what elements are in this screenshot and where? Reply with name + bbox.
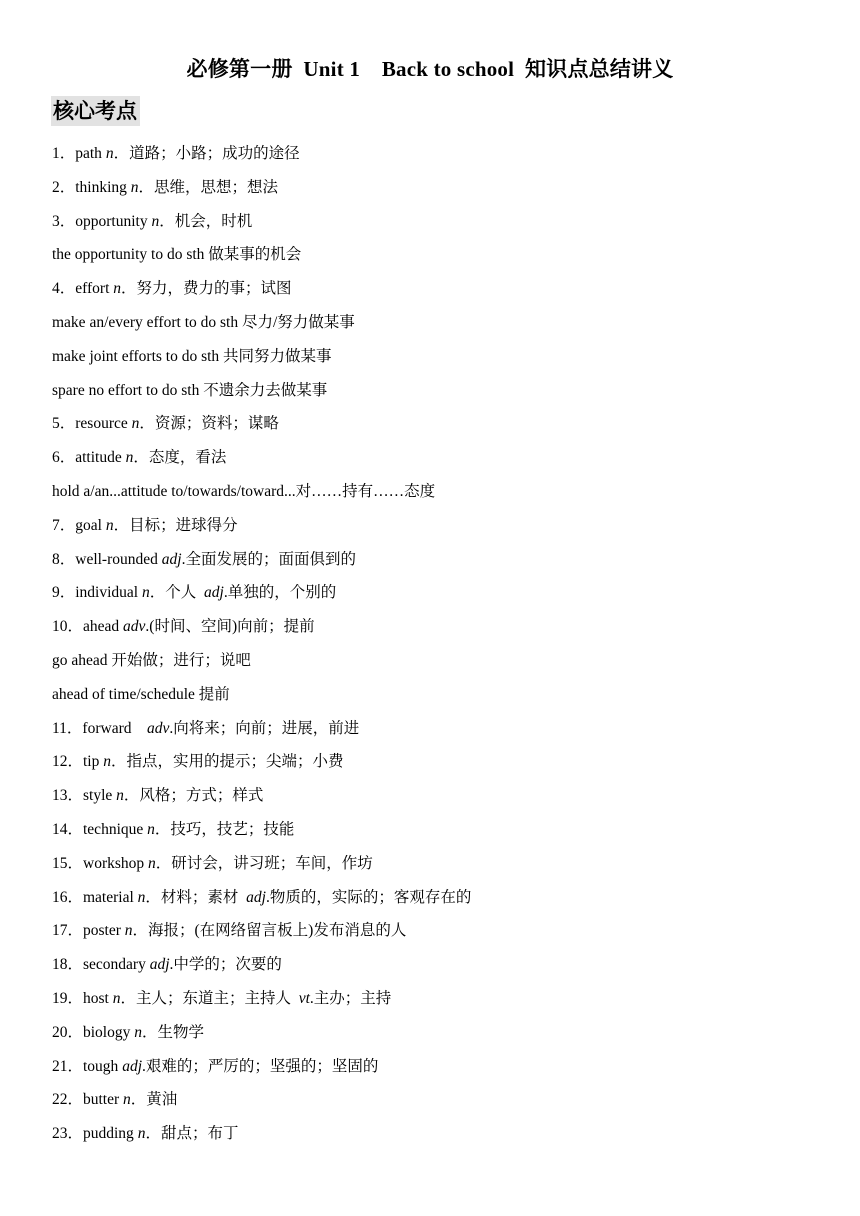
part-of-speech: adj [122,1057,142,1075]
entry-text: make an/every effort to do sth 尽力/努力做某事 [52,313,355,331]
entry-text: 7．goal [52,516,106,534]
part-of-speech: n [148,854,156,872]
entry-text: ．目标；进球得分 [113,516,238,534]
vocab-entry [52,881,832,915]
entry-text: .向将来；向前；进展，前进 [169,719,360,737]
entry-text: 22．butter [52,1091,124,1109]
entry-text: ．道路；小路；成功的途径 [113,145,300,162]
vocab-entry [52,610,832,644]
entry-text: 21．tough [52,1057,123,1075]
vocab-entry [52,982,832,1016]
entry-text: .物质的，实际的；客观存在的 [265,888,472,906]
entry-text: 20．biology [52,1023,135,1041]
part-of-speech: n [147,820,155,838]
vocab-entry [52,407,832,441]
entry-text: 3．opportunity [52,212,152,230]
entry-text: 8．well-rounded [52,550,162,568]
part-of-speech: n [137,888,146,906]
vocab-entry [52,576,832,610]
vocab-entry [52,238,832,272]
part-of-speech: n [137,1125,146,1143]
part-of-speech: n [124,922,133,940]
entry-text: 1．path [52,145,106,162]
entry-text: go ahead 开始做；进行；说吧 [52,651,251,669]
entry-text: 10．ahead [52,618,124,636]
entry-text: ．态度，看法 [133,449,227,467]
vocab-entry [52,306,832,340]
vocab-entry [52,509,832,543]
entry-text: 9．individual [52,584,142,602]
vocab-entry [52,1083,832,1117]
part-of-speech: n [116,787,124,805]
entry-text: 2．thinking [52,178,131,196]
entry-text: ．海报；(在网络留言板上)发布消息的人 [132,922,407,940]
document-title: 必修第一册 Unit 1 Back to school 知识点总结讲义 [186,57,674,81]
part-of-speech: adj [204,584,224,602]
section-heading: 核心考点 [51,96,140,126]
vocab-entry [52,171,832,205]
vocab-entry [52,1016,832,1050]
vocab-entry [52,543,832,577]
vocab-entry [52,374,832,408]
entry-text: ．研讨会，讲习班；车间，作坊 [155,854,373,872]
part-of-speech: n [141,584,150,602]
entry-text: ．技巧，技艺；技能 [154,820,295,838]
entry-text: 6．attitude [52,449,126,467]
entry-text: ．甜点；布丁 [145,1125,239,1143]
part-of-speech: n [105,145,114,162]
entry-text: 15．workshop [52,854,149,872]
entry-text: .单独的，个别的 [223,584,337,602]
part-of-speech: vt [298,989,310,1007]
part-of-speech: adv [123,618,146,636]
entry-text: 19．host [52,989,113,1007]
entry-text: hold a/an...attitude to/towards/toward...对……持有……态度 [52,482,436,500]
entry-text: .中学的；次要的 [169,956,282,974]
entry-text: .艰难的；严厉的；坚强的；坚固的 [142,1057,379,1075]
entry-text: .主办；主持 [309,989,392,1007]
part-of-speech: n [134,1023,142,1041]
vocab-entry [52,847,832,881]
vocab-entry [52,272,832,306]
entry-text: 12．tip [52,753,104,771]
entry-text: ．思维，思想；想法 [138,178,279,196]
part-of-speech: adj [161,550,182,568]
entry-text: spare no effort to do sth 不遗余力去做某事 [52,381,328,399]
part-of-speech: n [130,178,139,196]
part-of-speech: n [105,516,114,534]
entry-text: 23．pudding [52,1125,138,1143]
entry-text: 5．resource [52,415,132,433]
part-of-speech: n [112,989,121,1007]
entry-text: ．材料；素材 [145,888,247,906]
entry-text: ．主人；东道主；主持人 [120,989,299,1007]
entry-text: ．个人 [149,584,204,602]
entry-text: 11．forward [52,719,147,737]
vocab-entry [52,205,832,239]
entry-text: ．指点，实用的提示；尖端；小费 [111,753,344,771]
vocab-entry [52,745,832,779]
vocab-entry [52,712,832,746]
entry-text: .(时间、空间)向前；提前 [145,618,315,636]
entry-text: ahead of time/schedule 提前 [52,685,230,703]
vocab-entry [52,779,832,813]
part-of-speech: n [113,280,122,298]
entry-text: make joint efforts to do sth 共同努力做某事 [52,347,332,365]
vocab-entry [52,475,832,509]
entry-text: 14．technique [52,820,148,838]
entry-text: 4．effort [52,280,114,298]
vocab-entry [52,813,832,847]
part-of-speech: n [125,449,134,467]
vocab-entry [52,948,832,982]
vocab-entry [52,137,832,171]
entry-text: 16．material [52,888,138,906]
part-of-speech: n [123,1091,131,1109]
entry-text: .全面发展的；面面俱到的 [181,550,356,568]
entry-text: ．资源；资料；谋略 [139,415,279,433]
entry-text: ．生物学 [142,1023,205,1041]
vocabulary-list [52,137,832,1151]
vocab-entry [52,644,832,678]
vocab-entry [52,678,832,712]
entry-text: the opportunity to do sth 做某事的机会 [52,246,302,264]
entry-text: ．努力，费力的事；试图 [121,280,292,298]
part-of-speech: n [131,415,140,433]
entry-text: 13．style [52,787,117,805]
part-of-speech: adj [149,956,170,974]
vocab-entry [52,1050,832,1084]
entry-text: ．风格；方式；样式 [123,787,264,805]
entry-text: 17．poster [52,922,125,940]
entry-text: ．机会，时机 [159,212,253,230]
entry-text: 18．secondary [52,956,150,974]
vocab-entry [52,441,832,475]
vocab-entry [52,1117,832,1151]
entry-text: ．黄油 [130,1091,178,1109]
part-of-speech: n [151,212,160,230]
part-of-speech: adj [246,888,266,906]
part-of-speech: adv [146,719,170,737]
vocab-entry [52,340,832,374]
vocab-entry [52,914,832,948]
part-of-speech: n [103,753,111,771]
